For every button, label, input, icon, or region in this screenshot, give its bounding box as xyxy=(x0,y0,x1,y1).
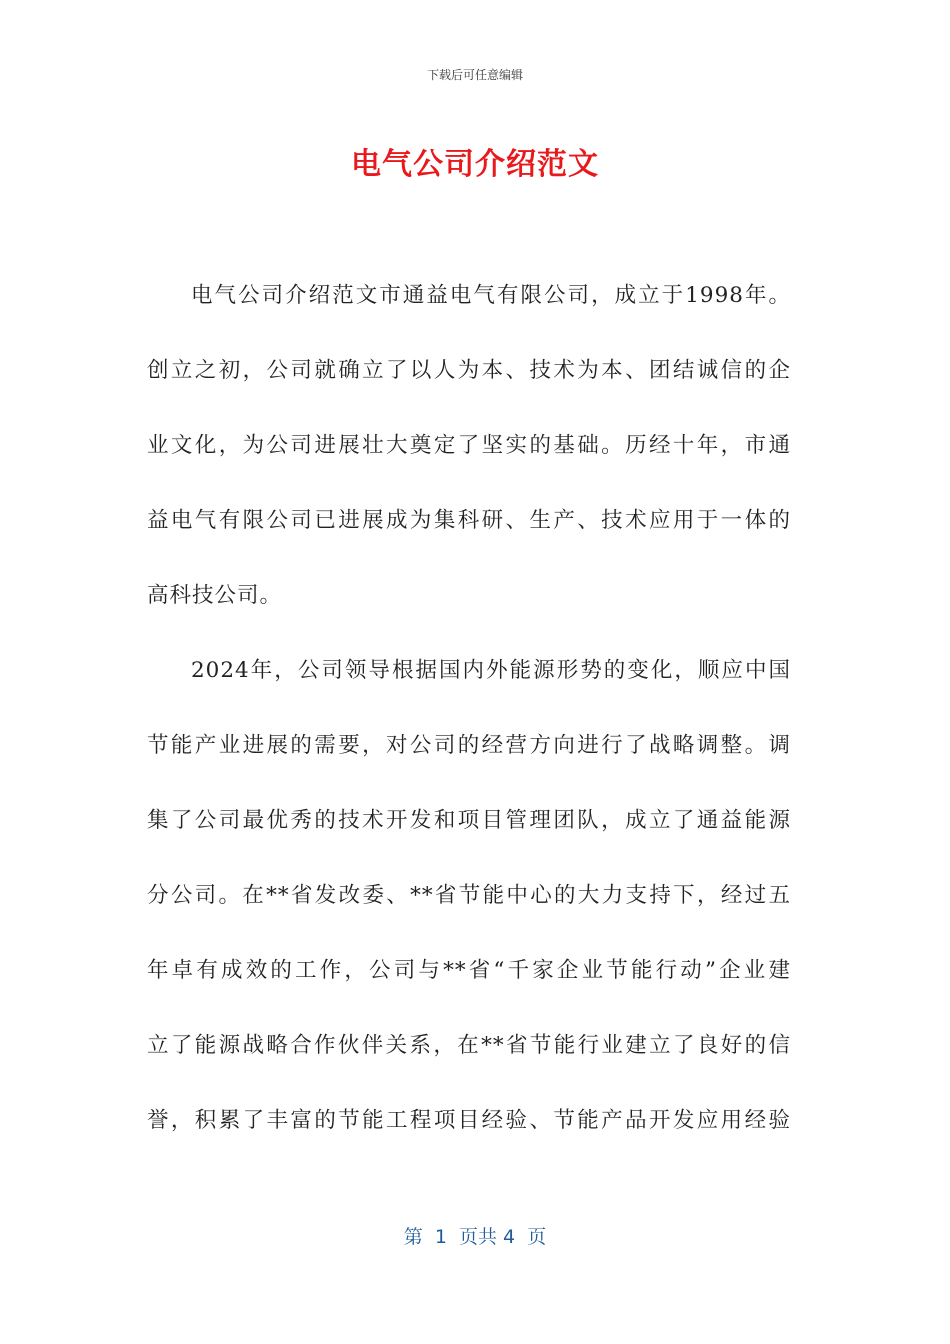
paragraph-line: 集了公司最优秀的技术开发和项目管理团队，成立了通益能源 xyxy=(147,808,791,833)
paragraph-line: 益电气有限公司已进展成为集科研、生产、技术应用于一体的 xyxy=(147,508,791,533)
paragraph-line: 高科技公司。 xyxy=(147,583,283,608)
page-number-footer: 第 1 页共 4 页 xyxy=(403,1226,547,1248)
paragraph-line: 分公司。在**省发改委、**省节能中心的大力支持下，经过五 xyxy=(147,883,791,908)
paragraph-2 xyxy=(147,633,791,1158)
document-body xyxy=(147,258,791,1158)
document-title: 电气公司介绍范文 xyxy=(351,147,599,182)
paragraph-line: 节能产业进展的需要，对公司的经营方向进行了战略调整。调 xyxy=(147,733,791,758)
paragraph-line: 电气公司介绍范文市通益电气有限公司，成立于1998年。 xyxy=(191,283,791,308)
paragraph-line: 誉，积累了丰富的节能工程项目经验、节能产品开发应用经验 xyxy=(147,1108,791,1133)
paragraph-line: 立了能源战略合作伙伴关系，在**省节能行业建立了良好的信 xyxy=(147,1033,791,1058)
paragraph-line: 2024年，公司领导根据国内外能源形势的变化，顺应中国 xyxy=(191,658,791,683)
paragraph-line: 年卓有成效的工作，公司与**省“千家企业节能行动”企业建 xyxy=(147,958,791,983)
page-header-note: 下载后可任意编辑 xyxy=(426,68,523,82)
paragraph-line: 业文化，为公司进展壮大奠定了坚实的基础。历经十年，市通 xyxy=(147,433,791,458)
paragraph-line: 创立之初，公司就确立了以人为本、技术为本、团结诚信的企 xyxy=(147,358,791,383)
paragraph-1 xyxy=(147,258,791,633)
